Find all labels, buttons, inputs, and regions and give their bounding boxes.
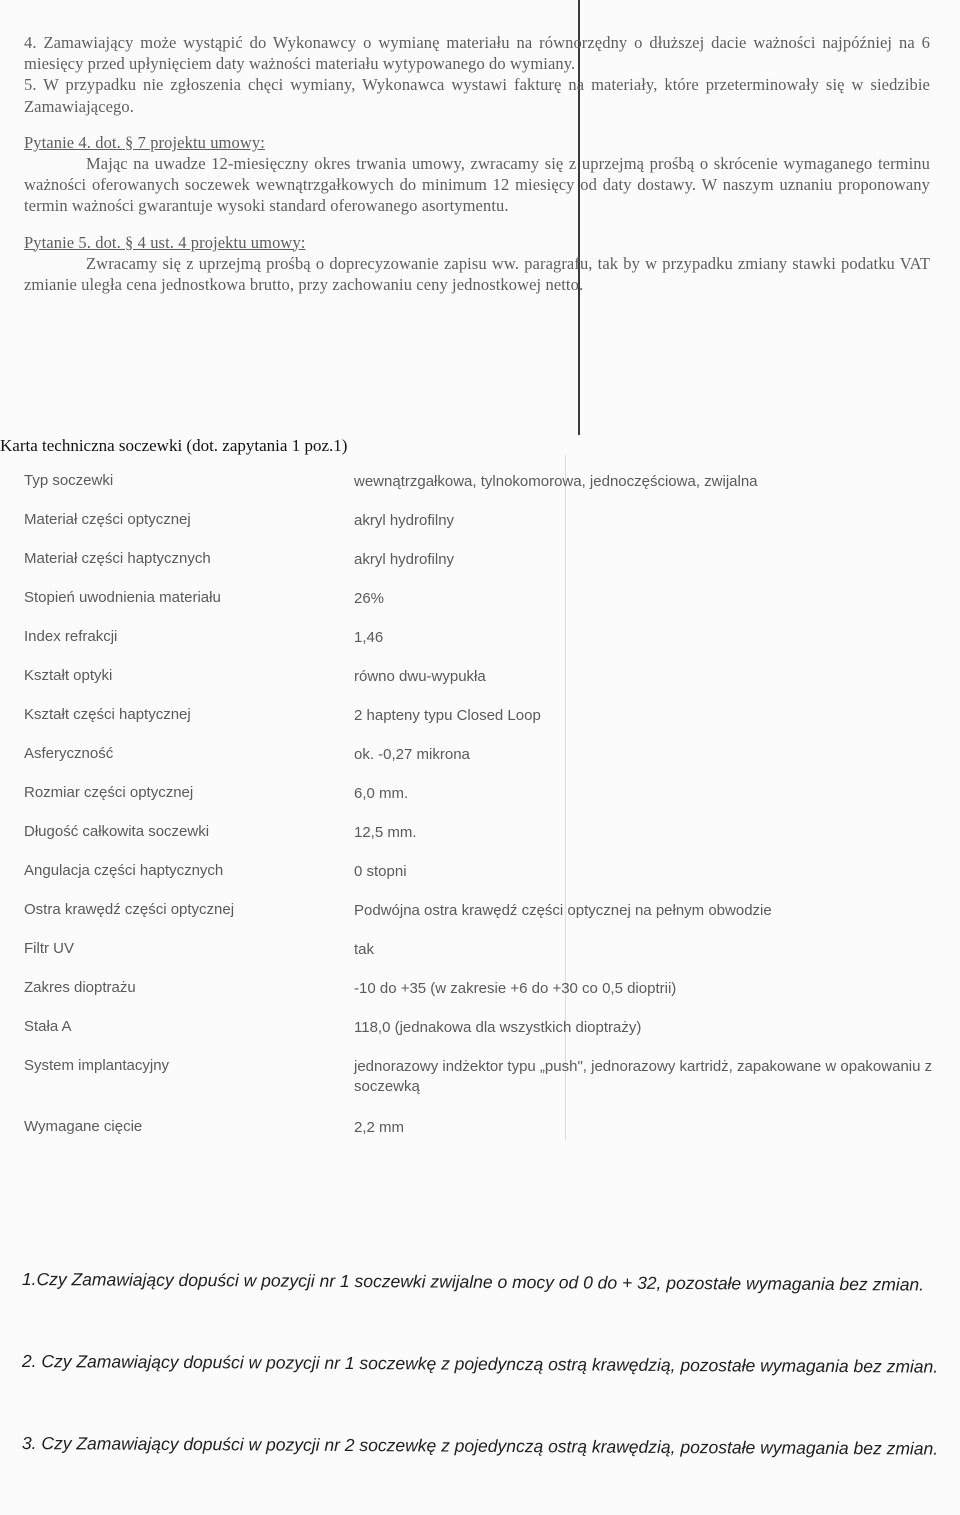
scanned-contract-excerpt [24, 32, 930, 295]
spec-key: Kształt optyki [24, 667, 113, 684]
question-3: 3. Czy Zamawiający dopuści w pozycji nr 2 soczewkę z pojedynczą ostrą krawędzią, pozostałe wymagania bez zmian. [21, 1433, 939, 1459]
spec-value: tak [354, 941, 375, 958]
paragraph-5: 5. W przypadku nie zgłoszenia chęci wymiany, Wykonawca wystawi fakturę na materiały, które przeterminowały się w siedzibie Zamawiającego. [24, 75, 930, 116]
spec-key: Ostra krawędź części optycznej [24, 901, 235, 918]
spec-key: Zakres dioptrażu [24, 979, 136, 996]
spec-key: Rozmiar części optycznej [24, 784, 194, 801]
question-1: 1.Czy Zamawiający dopuści w pozycji nr 1 soczewki zwijalne o mocy od 0 do + 32, pozostałe wymagania bez zmian. [21, 1269, 925, 1295]
spec-key: Typ soczewki [24, 472, 114, 489]
spec-value: akryl hydrofilny [354, 551, 455, 568]
spec-value: 2,2 mm [354, 1119, 405, 1136]
paragraph-4: 4. Zamawiający może wystąpić do Wykonawcy o wymianę materiału na równorzędny o dłuższej dacie ważności najpóźniej na 6 miesięcy przed upłynięciem daty ważności materiału wytypowanego do wymiany. [24, 33, 930, 74]
spec-value: -10 do +35 (w zakresie +6 do +30 co 0,5 dioptrii) [354, 980, 677, 997]
spec-value: 2 hapteny typu Closed Loop [354, 707, 541, 724]
spec-key: Filtr UV [24, 940, 74, 957]
spec-value: równo dwu-wypukła [354, 668, 486, 685]
spec-key: Kształt części haptycznej [24, 706, 191, 723]
question-2: 2. Czy Zamawiający dopuści w pozycji nr 1 soczewkę z pojedynczą ostrą krawędzią, pozostałe wymagania bez zmian. [21, 1351, 939, 1377]
spec-key: Długość całkowita soczewki [24, 823, 210, 840]
spec-value: 6,0 mm. [354, 785, 409, 802]
spec-value: ok. -0,27 mikrona [354, 746, 470, 763]
spec-value: 1,46 [354, 629, 384, 646]
spec-key: Materiał części optycznej [24, 511, 191, 528]
spec-value: jednorazowy indżektor typu „push", jednorazowy kartridż, zapakowane w opakowaniu z soczewką [354, 1058, 933, 1095]
question-5-body: Zwracamy się z uprzejmą prośbą o doprecyzowanie zapisu ww. paragrafu, tak by w przypadku zmiany stawki podatku VAT zmianie uległa cena jednostkowa brutto, przy zachowaniu ceny jednostkowej netto. [24, 253, 930, 295]
spec-value: 0 stopni [354, 863, 407, 880]
question-4-body: Mając na uwadze 12-miesięczny okres trwania umowy, zwracamy się z uprzejmą prośbą o skrócenie wymaganego terminu ważności oferowanych soczewek wewnątrzgałkowych do minimum 12 miesięcy od daty dostawy. W naszym uznaniu proponowany termin ważności gwarantuje wysoki standard oferowanego asortymentu. [24, 154, 930, 216]
spec-value: wewnątrzgałkowa, tylnokomorowa, jednoczęściowa, zwijalna [354, 473, 758, 490]
spec-key: Angulacja części haptycznych [24, 862, 224, 879]
spec-key: Asferyczność [24, 745, 114, 762]
question-5-heading: Pytanie 5. dot. § 4 ust. 4 projektu umowy: [24, 232, 306, 252]
spec-key: Index refrakcji [24, 628, 118, 645]
technical-sheet-title: Karta techniczna soczewki (dot. zapytania 1 poz.1) [0, 436, 348, 455]
spec-key: Wymagane cięcie [24, 1118, 143, 1135]
spec-key: Materiał części haptycznych [24, 550, 211, 567]
spec-value: 12,5 mm. [354, 824, 417, 841]
spec-key: Stała A [24, 1018, 72, 1035]
spec-value: 26% [354, 590, 385, 607]
spec-value: 118,0 (jednakowa dla wszystkich dioptraży) [354, 1019, 642, 1036]
spec-key: Stopień uwodnienia materiału [24, 589, 221, 606]
spec-value: akryl hydrofilny [354, 512, 455, 529]
spec-key: System implantacyjny [24, 1057, 170, 1074]
spec-value: Podwójna ostra krawędź części optycznej na pełnym obwodzie [354, 902, 772, 919]
question-4-heading: Pytanie 4. dot. § 7 projektu umowy: [24, 132, 265, 152]
